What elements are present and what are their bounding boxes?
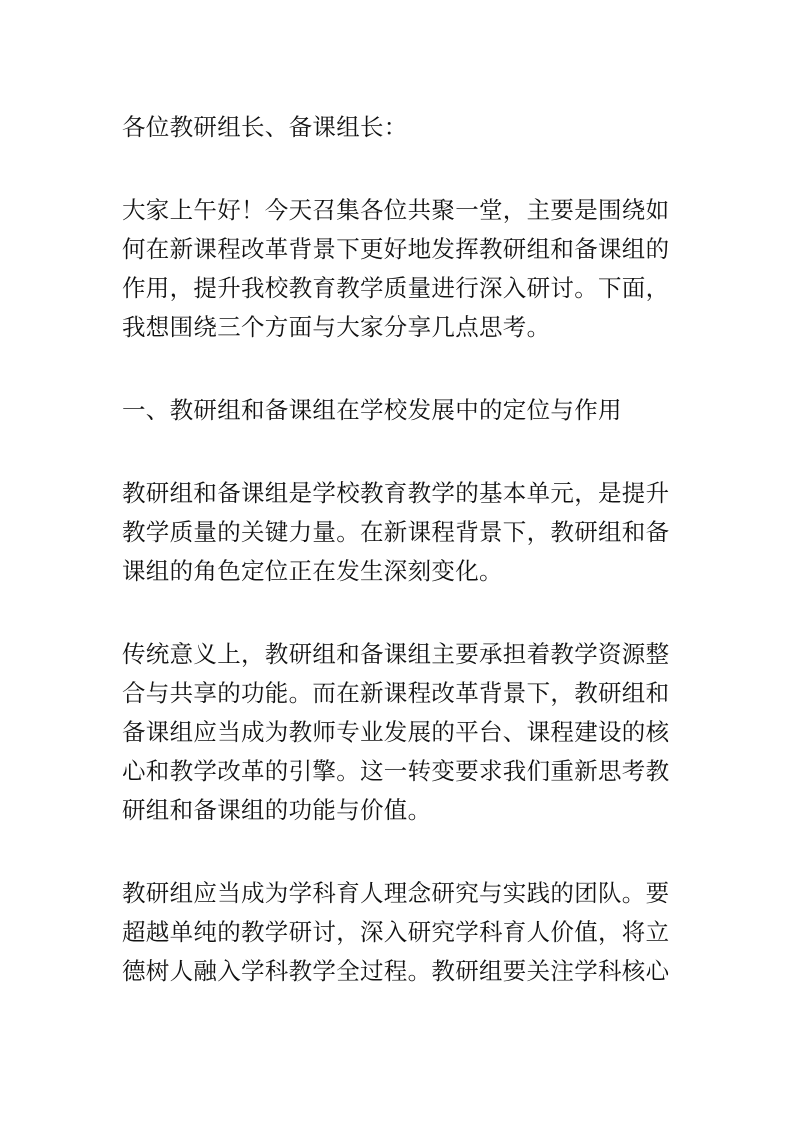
intro-paragraph: 大家上午好！今天召集各位共聚一堂，主要是围绕如何在新课程改革背景下更好地发挥教研组和备课组的作用，提升我校教育教学质量进行深入研讨。下面，我想围绕三个方面与大家分享几点思考。: [122, 196, 670, 341]
salutation: 各位教研组长、备课组长：: [122, 113, 408, 141]
body-paragraph: 教研组和备课组是学校教育教学的基本单元，是提升教学质量的关键力量。在新课程背景下，教研组和备课组的角色定位正在发生深刻变化。: [122, 479, 670, 585]
body-paragraph: 传统意义上，教研组和备课组主要承担着教学资源整合与共享的功能。而在新课程改革背景下，教研组和备课组应当成为教师专业发展的平台、课程建设的核心和教学改革的引擎。这一转变要求我们重新思考教研组和备课组的功能与价值。: [122, 640, 670, 824]
section-heading: 一、教研组和备课组在学校发展中的定位与作用: [122, 396, 622, 424]
document-page: [122, 108, 678, 1035]
body-paragraph: 教研组应当成为学科育人理念研究与实践的团队。要超越单纯的教学研讨，深入研究学科育人价值，将立德树人融入学科教学全过程。教研组要关注学科核心: [122, 879, 670, 985]
